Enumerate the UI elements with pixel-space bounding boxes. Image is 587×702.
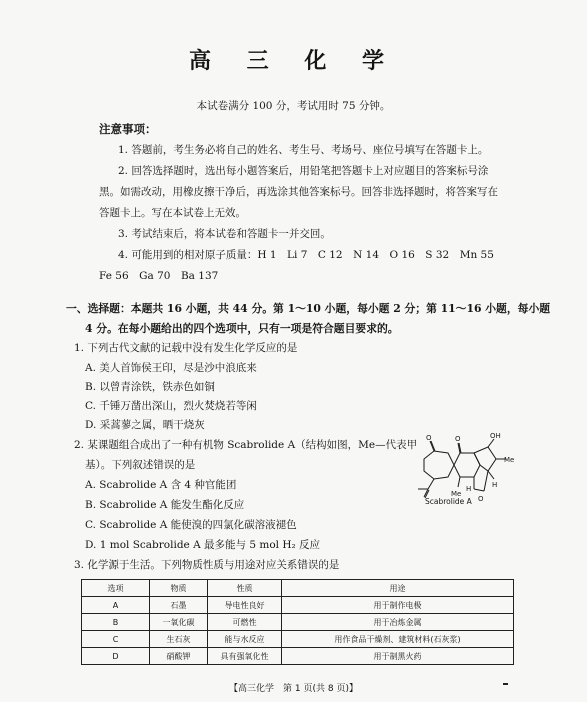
q2-option-a: A. Scabrolide A 含 4 种官能团 <box>85 479 237 491</box>
notice-item-3: 3. 考试结束后，将本试卷和答题卡一并交回。 <box>118 228 331 240</box>
table-cell: 石墨 <box>150 597 208 614</box>
q2-stem-line1: 2. 某课题组合成出了一种有机物 Scabrolide A（结构如图，Me—代表甲 <box>74 439 418 451</box>
table-row <box>82 597 514 614</box>
atom-h-2: H <box>492 481 498 489</box>
q1-option-b: B. 以曾青涂铁，铁赤色如铜 <box>85 381 215 393</box>
table-cell: 具有强氧化性 <box>208 648 282 665</box>
table-row <box>82 631 514 648</box>
atom-me-bottom: Me <box>451 490 462 498</box>
section-heading-line2: 4 分。在每小题给出的四个选项中，只有一项是符合题目要求的。 <box>85 322 399 335</box>
table-row <box>82 614 514 631</box>
col-header-option: 选项 <box>82 580 150 597</box>
table-cell: 生石灰 <box>150 631 208 648</box>
notice-item-2-cont2: 答题卡上。写在本试卷上无效。 <box>99 207 246 219</box>
q1-option-a: A. 美人首饰侯王印，尽是沙中浪底来 <box>85 362 257 374</box>
table-cell: 用于冶炼金属 <box>282 614 514 631</box>
atom-h-1: H <box>466 485 472 493</box>
atom-o-right: O <box>455 435 461 443</box>
table-cell: D <box>82 648 150 665</box>
table-row <box>82 648 514 665</box>
q2-option-d: D. 1 mol Scabrolide A 最多能与 5 mol H₂ 反应 <box>85 539 321 551</box>
q2-stem-line2: 基）。下列叙述错误的是 <box>85 459 196 471</box>
table-cell: 用于制黑火药 <box>282 648 514 665</box>
atom-o-left: O <box>426 434 432 442</box>
table-cell: A <box>82 597 150 614</box>
table-cell: 导电性良好 <box>208 597 282 614</box>
isopropenyl-bond <box>428 479 434 489</box>
section-heading-line1: 一、选择题：本题共 16 小题，共 44 分。第 1～10 小题，每小题 2 分；第 11～16 小题，每小题 <box>66 302 551 315</box>
q1-option-c: C. 千锤万凿出深山，烈火焚烧若等闲 <box>85 400 257 412</box>
hydroxyl-bond <box>488 439 494 447</box>
col-header-property: 性质 <box>208 580 282 597</box>
table-cell: 可燃性 <box>208 614 282 631</box>
footer-mark <box>503 683 508 685</box>
notice-item-2-cont: 黑。如需改动，用橡皮擦干净后，再选涂其他答案标号。回答非选择题时，将答案写在 <box>99 186 498 198</box>
notice-item-1: 1. 答题前，考生务必将自己的姓名、考生号、考场号、座位号填写在答题卡上。 <box>118 144 489 156</box>
atom-oh: OH <box>490 432 501 440</box>
q1-stem: 1. 下列古代文献的记载中没有发生化学反应的是 <box>74 342 298 354</box>
notice-item-4: 4. 可能用到的相对原子质量：H 1 Li 7 C 12 N 14 O 16 S 32 Mn 55 <box>118 249 494 261</box>
table-cell: 用作食品干燥剂、建筑材料(石灰浆) <box>282 631 514 648</box>
page-footer: 【高三化学 第 1 页(共 8 页)】 <box>229 684 358 694</box>
q3-stem: 3. 化学源于生活。下列物质性质与用途对应关系错误的是 <box>74 559 340 571</box>
col-header-substance: 物质 <box>150 580 208 597</box>
notice-item-4-cont: Fe 56 Ga 70 Ba 137 <box>99 270 219 282</box>
q2-option-c: C. Scabrolide A 能使溴的四氯化碳溶液褪色 <box>85 519 297 531</box>
table-cell: 硝酸钾 <box>150 648 208 665</box>
atom-o-lactone: O <box>478 495 484 503</box>
q1-option-d: D. 采蒿蓼之属，晒干烧灰 <box>85 419 205 431</box>
table-cell: 一氧化碳 <box>150 614 208 631</box>
col-header-use: 用途 <box>282 580 514 597</box>
exam-subtitle: 本试卷满分 100 分，考试用时 75 分钟。 <box>196 100 391 112</box>
cyclopentane-ring <box>474 447 496 471</box>
seven-membered-ring <box>424 451 454 479</box>
exam-title: 高 三 化 学 <box>189 49 398 74</box>
table-cell: C <box>82 631 150 648</box>
table-cell: B <box>82 614 150 631</box>
q2-option-b: B. Scabrolide A 能发生酯化反应 <box>85 499 245 511</box>
molecule-caption: Scabrolide A <box>425 497 472 506</box>
notice-heading: 注意事项： <box>99 122 157 136</box>
q3-table <box>81 579 514 665</box>
notice-item-2: 2. 回答选择题时，选出每小题答案后，用铅笔把答题卡上对应题目的答案标号涂 <box>118 165 489 177</box>
methyl-bond-bottom <box>458 477 460 487</box>
table-cell: 用于制作电极 <box>282 597 514 614</box>
atom-me-top: Me <box>504 456 515 464</box>
table-header-row <box>82 580 514 597</box>
table-cell: 能与水反应 <box>208 631 282 648</box>
